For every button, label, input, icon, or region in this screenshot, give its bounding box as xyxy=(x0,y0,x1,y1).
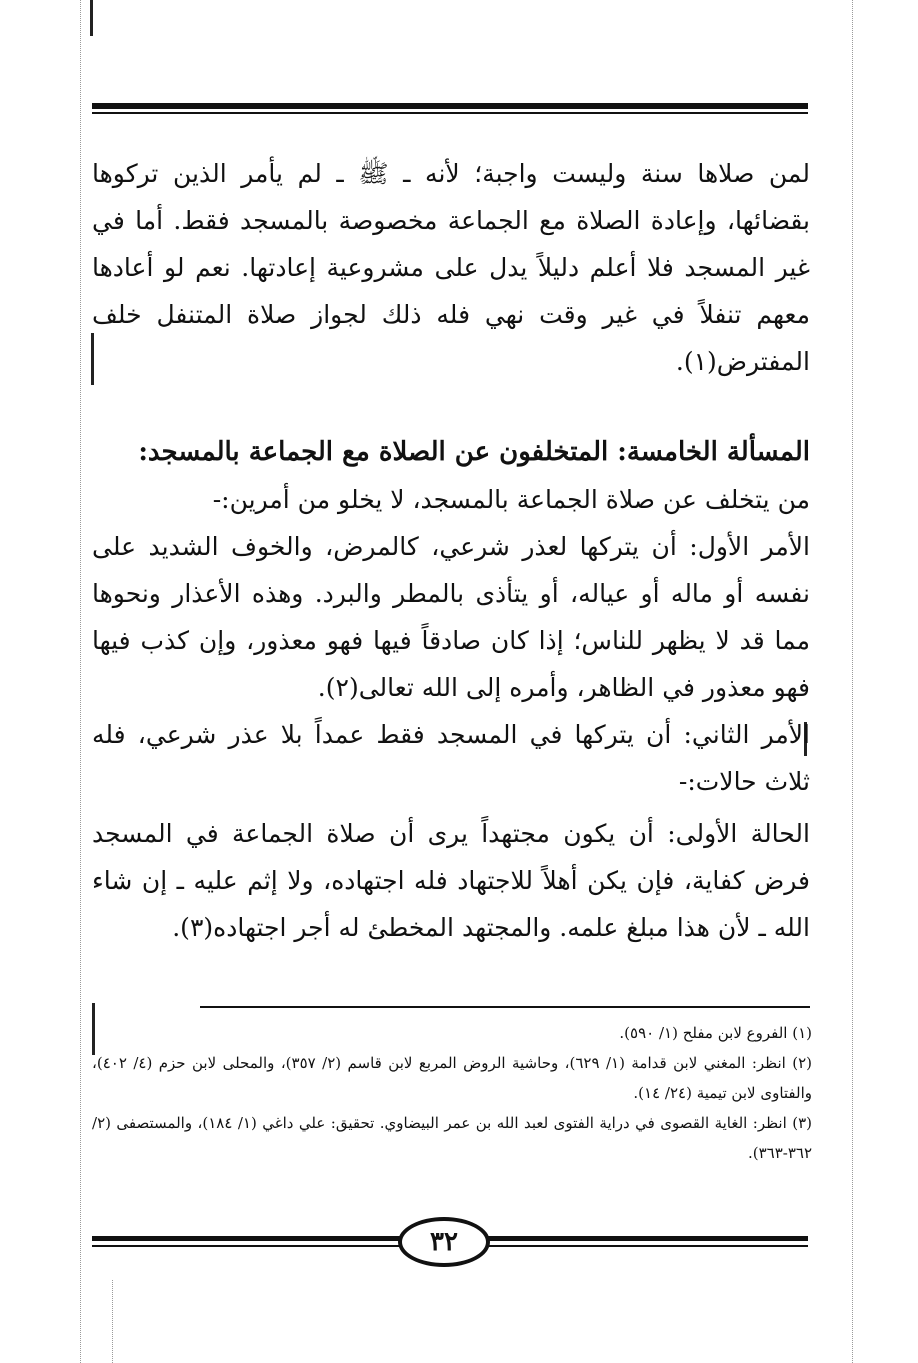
footnote-separator xyxy=(200,1006,810,1008)
scan-dotted-line-mid xyxy=(112,1280,113,1363)
scan-dotted-line-right xyxy=(852,0,853,1363)
header-rule-thick xyxy=(92,103,808,109)
footnote-2: (٢) انظر: المغني لابن قدامة (١/ ٦٢٩)، وحاشية الروض المربع لابن قاسم (٢/ ٣٥٧)، والمحلى لابن حزم (٤/ ٤٠٢)، والفتاوى لابن تيمية (٢٤/ ١٤). xyxy=(92,1054,813,1102)
header-rule xyxy=(92,103,808,114)
scan-dotted-line-left xyxy=(80,0,81,1363)
section-spacer xyxy=(92,385,810,429)
paragraph-4: الأمر الثاني: أن يتركها في المسجد فقط عمداً بلا عذر شرعي، فله ثلاث حالات:- xyxy=(92,720,810,796)
page-number: ٣٢ xyxy=(430,1227,458,1257)
paragraph-5: الحالة الأولى: أن يكون مجتهداً يرى أن صلاة الجماعة في المسجد فرض كفاية، فإن يكن أهلاً للاجتهاد فله اجتهاده، ولا إثم عليه ـ إن شاء الله ـ لأن هذا مبلغ علمه. والمجتهد المخطئ له أجر اجتهاده(٣). xyxy=(92,819,810,942)
footnote-3: (٣) انظر: الغاية القصوى في دراية الفتوى لعبد الله بن عمر البيضاوي. تحقيق: علي داغي (١/ ١٨٤)، والمستصفى (٢/ ٣٦٢-٣٦٣). xyxy=(92,1114,812,1162)
page-number-badge xyxy=(398,1217,490,1267)
paragraph-1: لمن صلاها سنة وليست واجبة؛ لأنه ـ ﷺ ـ لم يأمر الذين تركوها بقضائها، وإعادة الصلاة مع الجماعة مخصوصة بالمسجد فقط. أما في غير المسجد فلا أعلم دليلاً يدل على مشروعية إعادتها. نعم لو أعادها معهم تنفلاً في غير وقت نهي فله ذلك لجواز صلاة المتنفل خلف المفترض(١). xyxy=(92,159,810,376)
footnote-1: (١) الفروع لابن مفلح (١/ ٥٩٠). xyxy=(619,1024,812,1042)
footnotes xyxy=(92,1018,812,1168)
main-text xyxy=(92,150,810,951)
scan-edge-mark-top xyxy=(90,0,93,36)
header-rule-thin xyxy=(92,112,808,114)
paragraph-2: من يتخلف عن صلاة الجماعة بالمسجد، لا يخلو من أمرين:- xyxy=(212,485,810,514)
section-heading: المسألة الخامسة: المتخلفون عن الصلاة مع الجماعة بالمسجد: xyxy=(138,437,810,467)
paragraph-3: الأمر الأول: أن يتركها لعذر شرعي، كالمرض، والخوف الشديد على نفسه أو ماله أو عياله، أو يتأذى بالمطر والبرد. وهذه الأعذار ونحوها مما قد لا يظهر للناس؛ إذا كان صادقاً فيها فهو معذور، وإن كذب فيها فهو معذور في الظاهر، وأمره إلى الله تعالى(٢). xyxy=(92,532,810,702)
